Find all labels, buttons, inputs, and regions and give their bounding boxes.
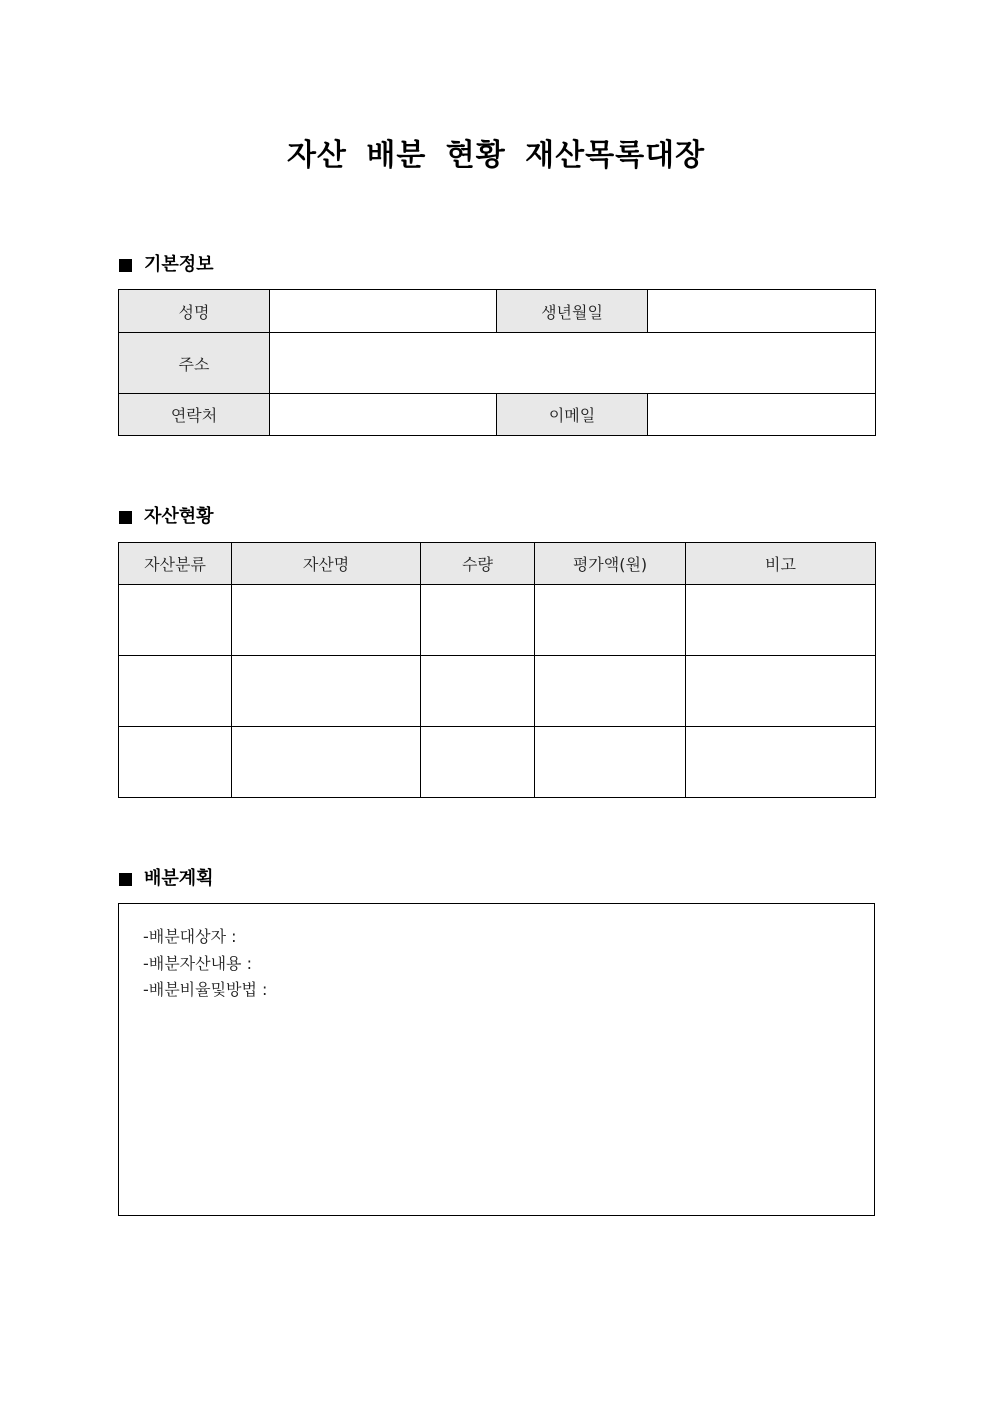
name-field[interactable] bbox=[270, 290, 497, 333]
cell-category[interactable] bbox=[119, 585, 232, 656]
asset-table bbox=[118, 542, 876, 798]
address-field[interactable] bbox=[270, 333, 876, 394]
cell-valuation[interactable] bbox=[535, 585, 686, 656]
cell-quantity[interactable] bbox=[421, 656, 535, 727]
plan-ratio-method-line: -배분비율및방법 : bbox=[143, 980, 268, 999]
cell-remarks[interactable] bbox=[686, 585, 876, 656]
cell-remarks[interactable] bbox=[686, 727, 876, 798]
table-row bbox=[119, 656, 876, 727]
plan-asset-content-line: -배분자산내용 : bbox=[143, 953, 252, 973]
birth-field[interactable] bbox=[648, 290, 876, 333]
square-bullet-icon bbox=[119, 259, 132, 272]
cell-quantity[interactable] bbox=[421, 727, 535, 798]
section-heading-basic-info bbox=[119, 253, 214, 277]
plan-lines bbox=[143, 924, 267, 1004]
cell-valuation[interactable] bbox=[535, 727, 686, 798]
cell-category[interactable] bbox=[119, 727, 232, 798]
basic-info-table bbox=[118, 289, 876, 436]
address-label: 주소 bbox=[119, 333, 270, 394]
contact-label: 연락처 bbox=[119, 394, 270, 436]
document-title: 자산 배분 현황 재산목록대장 bbox=[286, 138, 706, 173]
cell-asset-name[interactable] bbox=[232, 727, 421, 798]
column-header-remarks: 비고 bbox=[686, 543, 876, 585]
cell-valuation[interactable] bbox=[535, 656, 686, 727]
email-label: 이메일 bbox=[497, 394, 648, 436]
section-heading-plan bbox=[119, 867, 214, 891]
column-header-quantity: 수량 bbox=[421, 543, 535, 585]
cell-remarks[interactable] bbox=[686, 656, 876, 727]
column-header-category: 자산분류 bbox=[119, 543, 232, 585]
cell-asset-name[interactable] bbox=[232, 585, 421, 656]
section-heading-assets-label: 자산현황 bbox=[144, 506, 214, 527]
section-heading-plan-label: 배분계획 bbox=[144, 868, 214, 889]
email-field[interactable] bbox=[648, 394, 876, 436]
section-heading-basic-info-label: 기본정보 bbox=[144, 254, 214, 275]
name-label: 성명 bbox=[119, 290, 270, 333]
section-heading-assets bbox=[119, 505, 214, 529]
plan-recipient-line: -배분대상자 : bbox=[143, 927, 237, 946]
table-row bbox=[119, 585, 876, 656]
column-header-asset-name: 자산명 bbox=[232, 543, 421, 585]
birth-label: 생년월일 bbox=[497, 290, 648, 333]
contact-field[interactable] bbox=[270, 394, 497, 436]
table-row bbox=[119, 727, 876, 798]
cell-quantity[interactable] bbox=[421, 585, 535, 656]
square-bullet-icon bbox=[119, 873, 132, 886]
cell-category[interactable] bbox=[119, 656, 232, 727]
column-header-valuation: 평가액(원) bbox=[535, 543, 686, 585]
distribution-plan-box[interactable] bbox=[118, 903, 875, 1216]
cell-asset-name[interactable] bbox=[232, 656, 421, 727]
square-bullet-icon bbox=[119, 511, 132, 524]
